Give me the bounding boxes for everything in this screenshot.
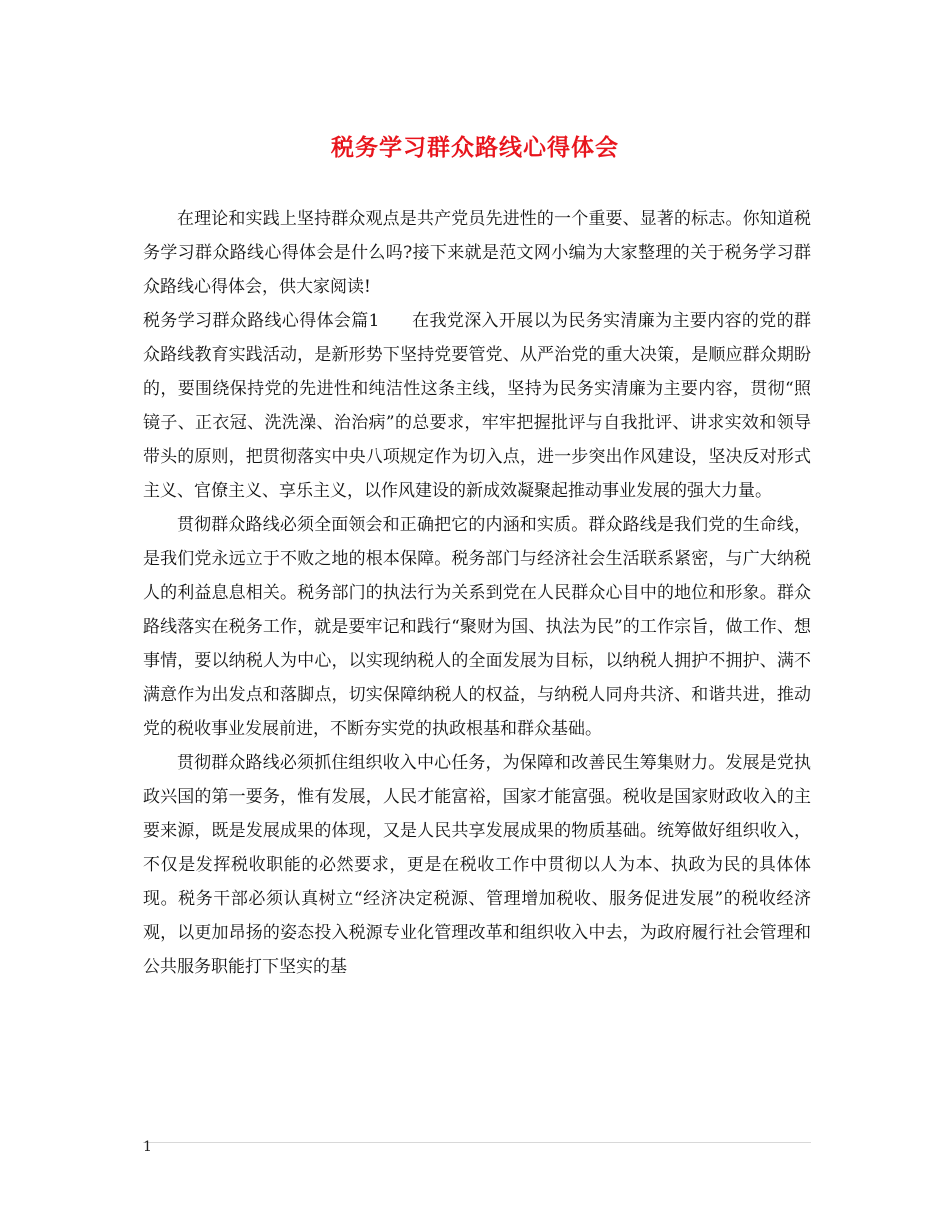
footer-divider [143,1142,811,1143]
paragraph-2: 贯彻群众路线必须全面领会和正确把它的内涵和实质。群众路线是我们党的生命线，是我们党永远立于不败之地的根本保障。税务部门与经济社会生活联系紧密，与广大纳税人的利益息息相关。税务部门的执法行为关系到党在人民群众心目中的地位和形象。群众路线落实在税务工作，就是要牢记和践行“聚财为国、执法为民”的工作宗旨，做工作、想事情，要以纳税人为中心，以实现纳税人的全面发展为目标，以纳税人拥护不拥护、满不满意作为出发点和落脚点，切实保障纳税人的权益，与纳税人同舟共济、和谐共进，推动党的税收事业发展前进，不断夯实党的执政根基和群众基础。 [143,515,811,739]
paragraph-3: 贯彻群众路线必须抓住组织收入中心任务，为保障和改善民生筹集财力。发展是党执政兴国的第一要务，惟有发展，人民才能富裕，国家才能富强。税收是国家财政收入的主要来源，既是发展成果的体现，又是人民共享发展成果的物质基础。统筹做好组织收入，不仅是发挥税收职能的必然要求，更是在税收工作中贯彻以人为本、执政为民的具体体现。税务干部必须认真树立“经济决定税源、管理增加税收、服务促进发展”的税收经济观，以更加昂扬的姿态投入税源专业化管理改革和组织收入中去，为政府履行社会管理和公共服务职能打下坚实的基 [143,753,811,977]
intro-paragraph: 在理论和实践上坚持群众观点是共产党员先进性的一个重要、显著的标志。你知道税务学习群众路线心得体会是什么吗?接下来就是范文网小编为大家整理的关于税务学习群众路线心得体会，供大家阅读! [143,209,811,297]
document-title: 税务学习群众路线心得体会 [331,134,619,161]
document-body [143,202,811,984]
section-heading: 税务学习群众路线心得体会篇1 [143,311,380,331]
section-paragraph-1 [143,304,811,508]
page-number: 1 [143,1139,152,1155]
paragraph-1-text: 在我党深入开展以为民务实清廉为主要内容的党的群众路线教育实践活动，是新形势下坚持党要管党、从严治党的重大决策，是顺应群众期盼的，要围绕保持党的先进性和纯洁性这条主线，坚持为民务实清廉为主要内容，贯彻“照镜子、正衣冠、洗洗澡、治治病”的总要求，牢牢把握批评与自我批评、讲求实效和领导带头的原则，把贯彻落实中央八项规定作为切入点，进一步突出作风建设，坚决反对形式主义、官僚主义、享乐主义，以作风建设的新成效凝聚起推动事业发展的强大力量。 [143,311,811,501]
